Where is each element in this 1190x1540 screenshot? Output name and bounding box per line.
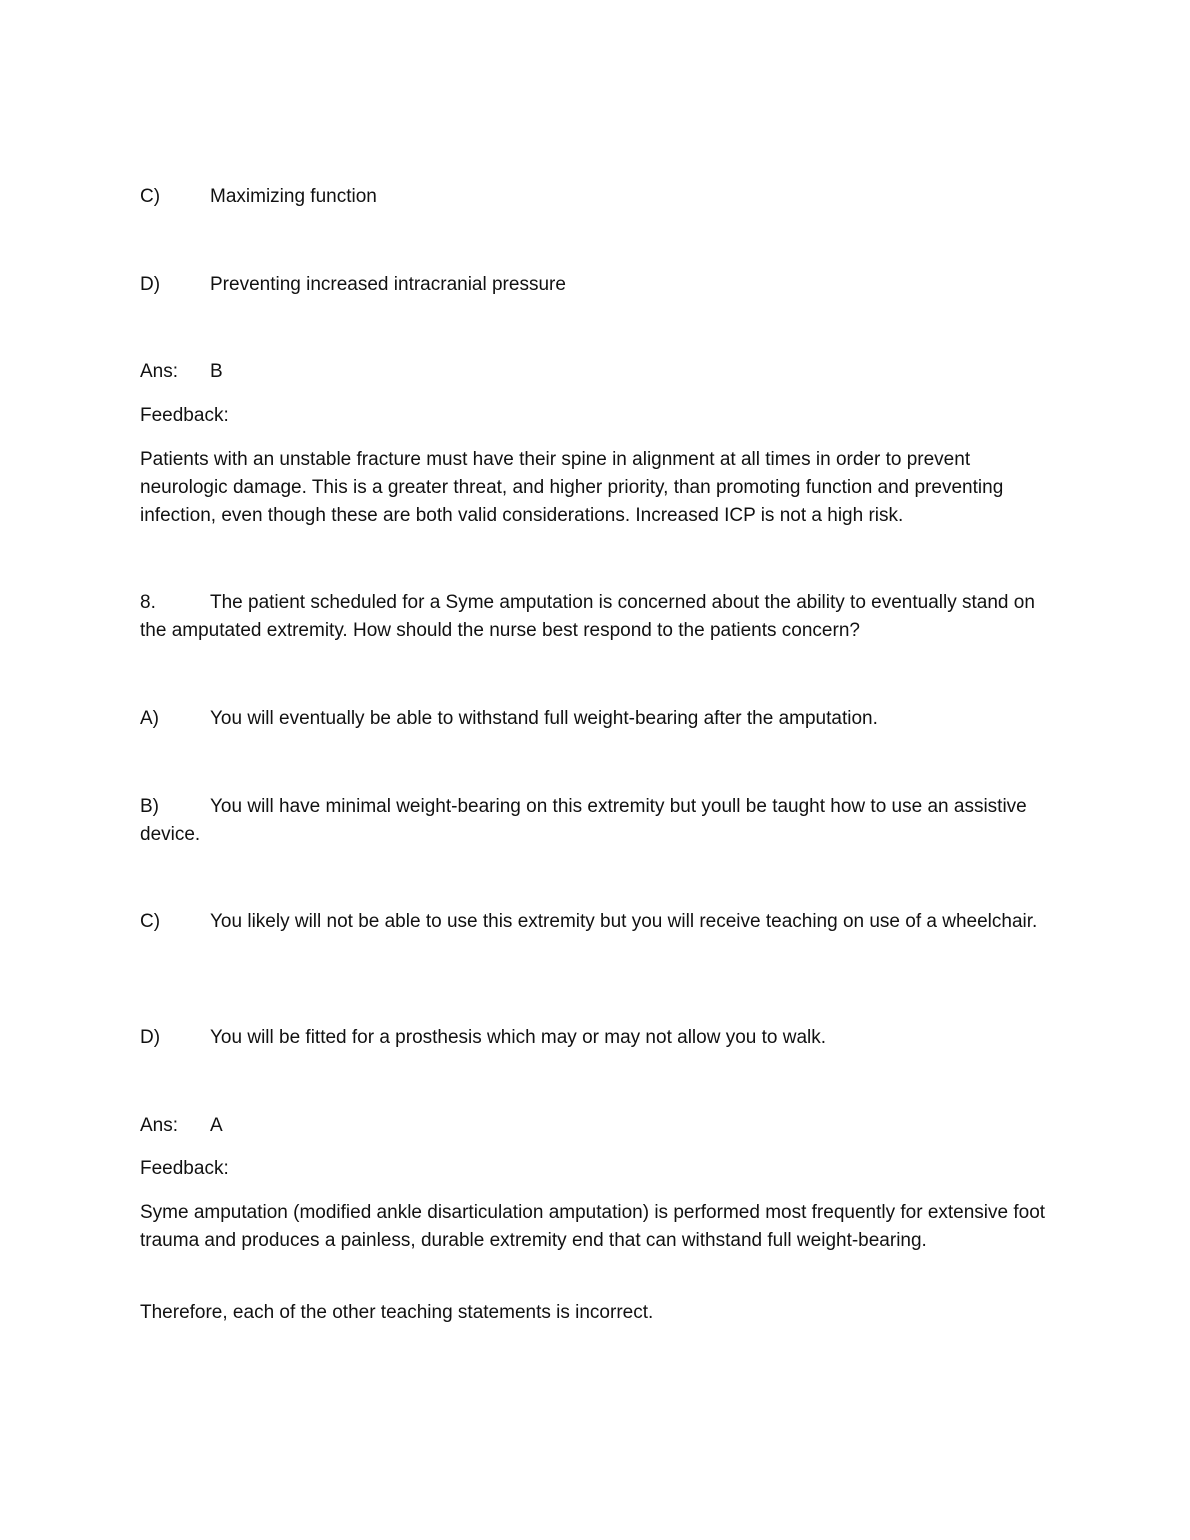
option-label: A): [140, 708, 159, 729]
option-text: Preventing increased intracranial pressure: [210, 274, 566, 295]
q8-answer: [140, 1112, 223, 1140]
q8-feedback-text-2: Therefore, each of the other teaching statements is incorrect.: [140, 1302, 654, 1323]
q7-feedback-text: Patients with an unstable fracture must have their spine in alignment at all times in order to prevent neurologic damage. This is a greater threat, and higher priority, than promoting function and preventing infection, even though these are both valid considerations. Increased ICP is not a high risk.: [140, 449, 1004, 526]
q8-stem: [140, 589, 1055, 645]
q7-feedback-label: Feedback:: [140, 405, 229, 426]
q8-option-d: [140, 1024, 1055, 1052]
option-text: You will have minimal weight-bearing on this extremity but youll be taught how to use an assistive device.: [140, 796, 1027, 845]
answer-label: Ans:: [140, 361, 179, 382]
answer-label: Ans:: [140, 1115, 179, 1136]
q7-answer: [140, 358, 223, 386]
q8-option-b: [140, 793, 1055, 849]
question-number: 8.: [140, 592, 156, 613]
q7-option-d: [140, 271, 566, 299]
answer-value: B: [210, 361, 223, 382]
option-label: C): [140, 186, 161, 207]
option-text: You likely will not be able to use this extremity but you will receive teaching on use of a wheelchair.: [210, 911, 1038, 932]
option-label: D): [140, 1027, 161, 1048]
answer-value: A: [210, 1115, 223, 1136]
option-label: D): [140, 274, 161, 295]
q8-feedback-text: Syme amputation (modified ankle disarticulation amputation) is performed most frequently for extensive foot trauma and produces a painless, durable extremity end that can withstand full weight-bearing.: [140, 1202, 1046, 1251]
question-text: The patient scheduled for a Syme amputation is concerned about the ability to eventually stand on the amputated extremity. How should the nurse best respond to the patients concern?: [140, 592, 1035, 641]
option-text: Maximizing function: [210, 186, 377, 207]
q8-option-c: [140, 908, 1055, 936]
q7-option-c: [140, 183, 377, 211]
q8-feedback-label: Feedback:: [140, 1158, 229, 1179]
q8-option-a: [140, 705, 1055, 733]
option-text: You will be fitted for a prosthesis which may or may not allow you to walk.: [210, 1027, 827, 1048]
option-text: You will eventually be able to withstand full weight-bearing after the amputation.: [210, 708, 878, 729]
option-label: C): [140, 911, 161, 932]
option-label: B): [140, 796, 159, 817]
